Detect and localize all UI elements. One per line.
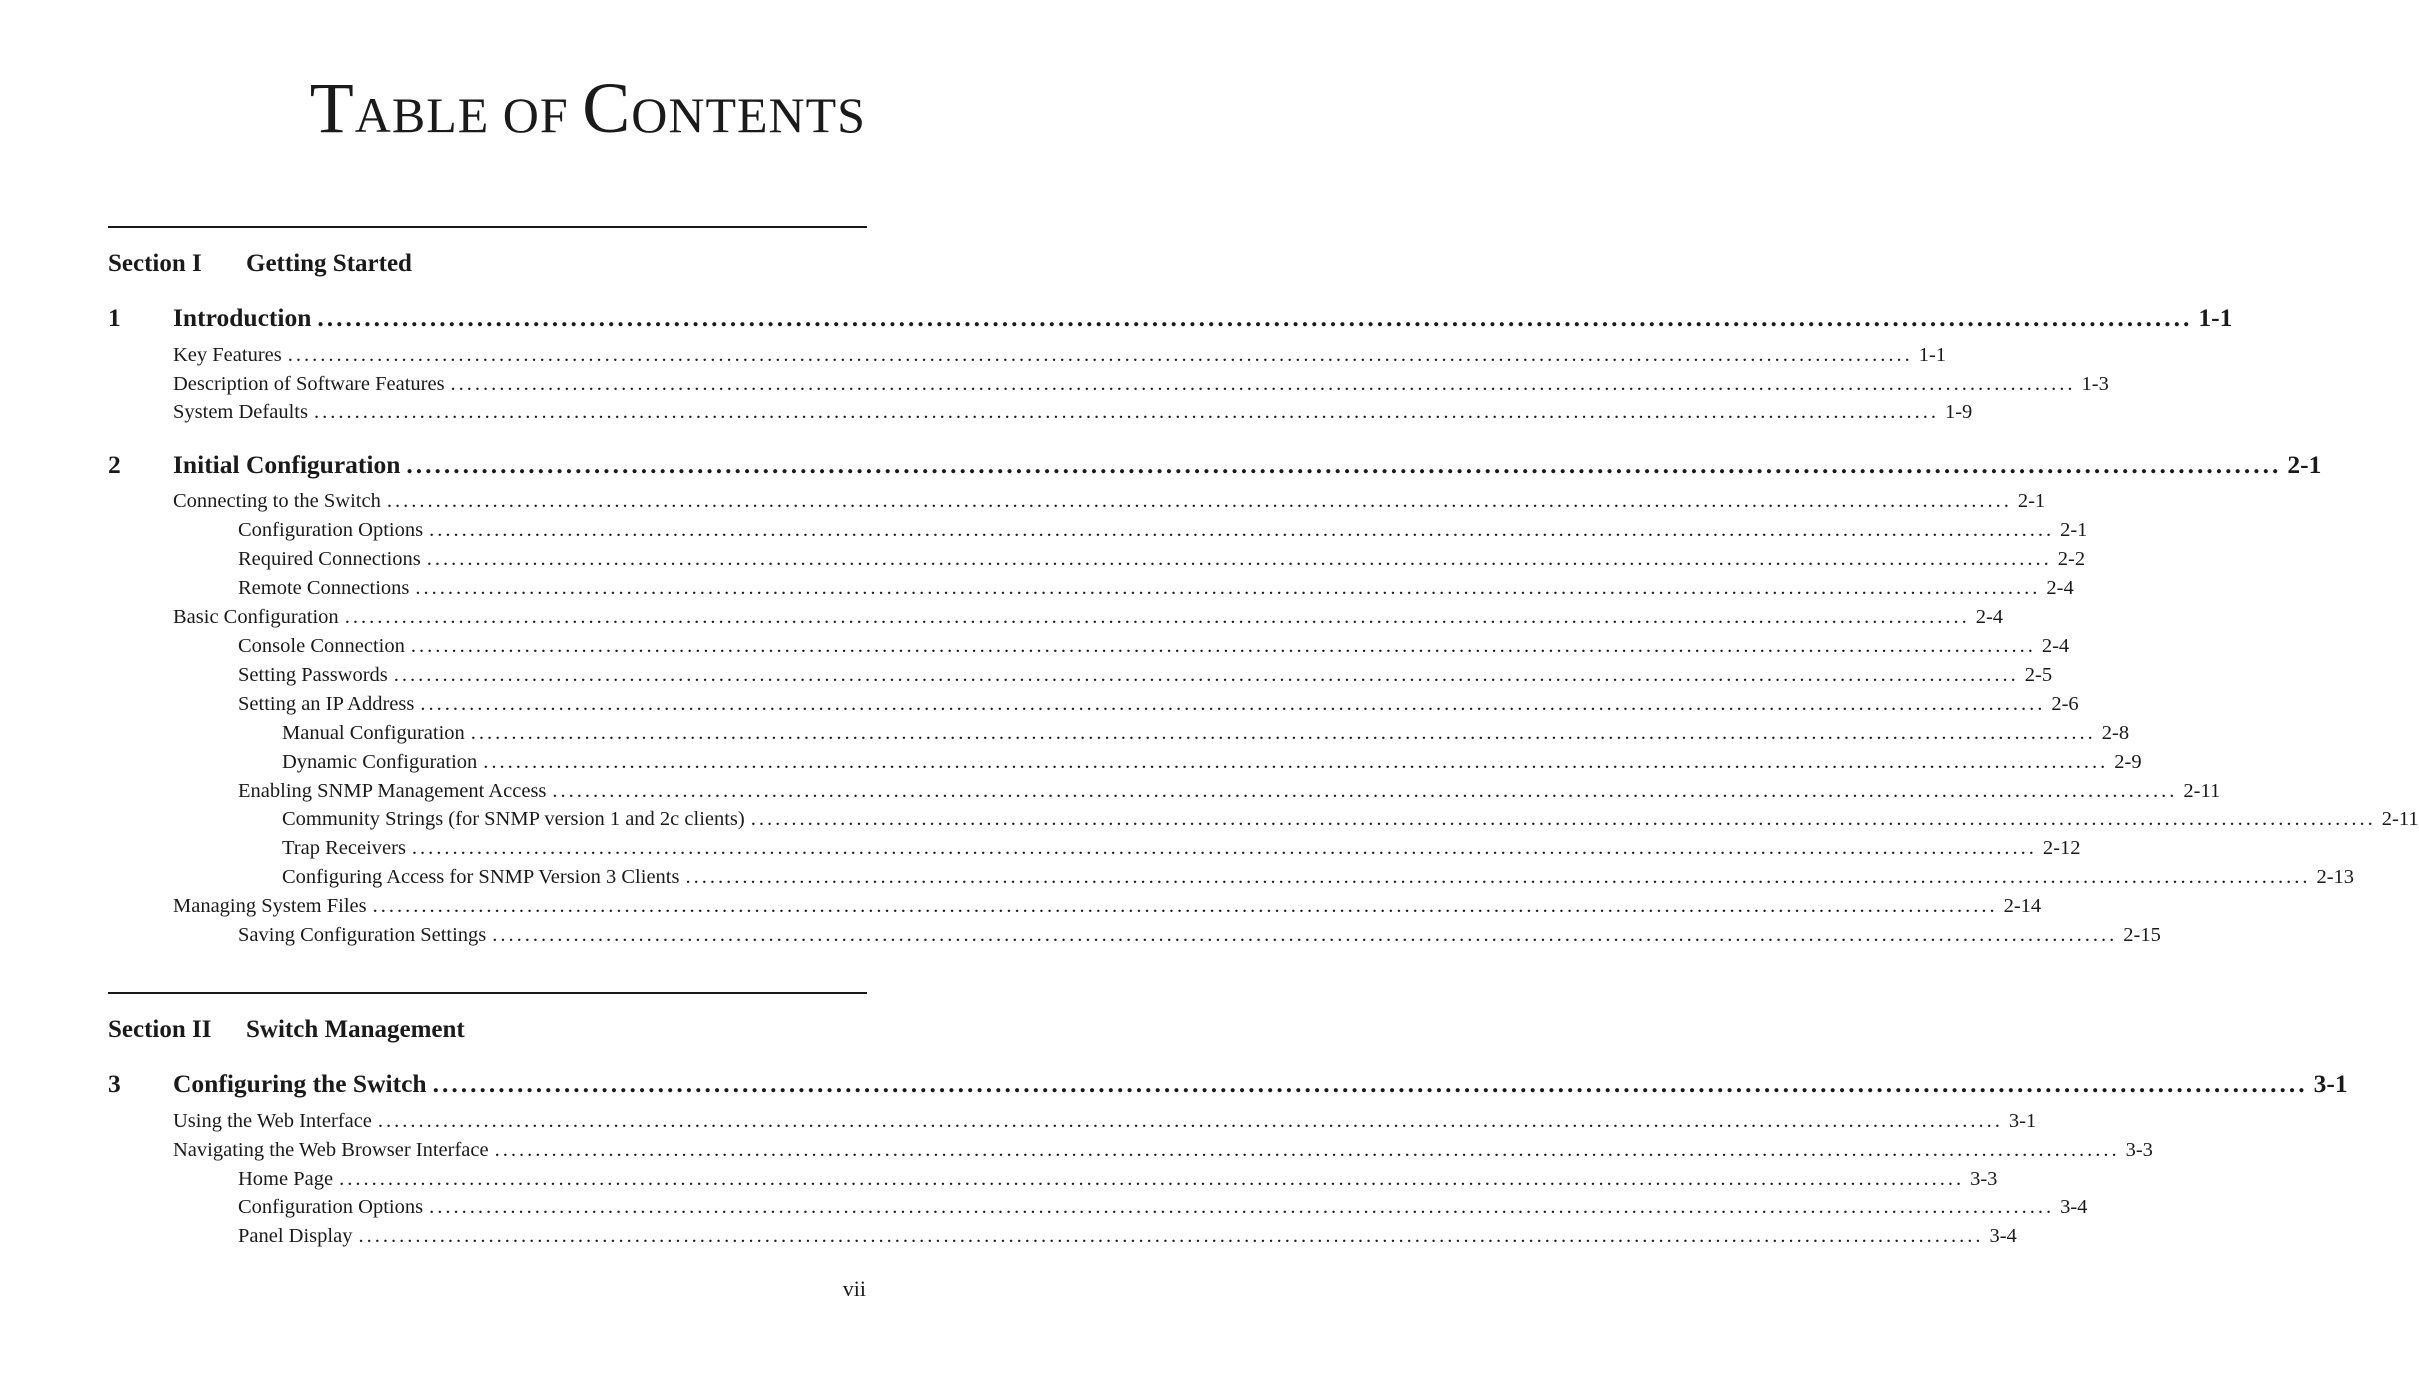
page-ref: 3-3 — [2125, 1139, 2153, 1161]
dot-leader: ........................................................................................................................................................................................................ — [339, 1168, 1965, 1190]
toc-entry[interactable] — [173, 892, 2042, 921]
toc-chapter[interactable] — [108, 301, 2233, 335]
entry-title: Remote Connections — [238, 577, 410, 599]
entry-title: Dynamic Configuration — [282, 751, 478, 773]
toc-chapter[interactable] — [108, 448, 2322, 482]
dot-leader: ........................................................................................................................................................................................................ — [429, 1196, 2055, 1218]
toc-entry[interactable] — [238, 690, 2079, 719]
dot-leader: ........................................................................................................................................................................................................ — [429, 519, 2055, 541]
page-ref: 2-15 — [2123, 924, 2161, 946]
dot-leader: ........................................................................................................................................................................................................ — [287, 344, 1913, 366]
dot-leader: ........................................................................................................................................................................................................ — [410, 635, 2036, 657]
dot-leader: ........................................................................................................................................................................................................ — [426, 548, 2052, 570]
entry-title: System Defaults — [173, 401, 308, 423]
toc-entry[interactable] — [238, 545, 2086, 574]
section-label: Section II — [108, 1016, 212, 1043]
page-ref: 3-1 — [2313, 1069, 2348, 1098]
chapter-number: 3 — [108, 1069, 121, 1098]
entry-title: Navigating the Web Browser Interface — [173, 1139, 489, 1161]
page-ref: 2-8 — [2101, 722, 2130, 744]
toc-entry[interactable] — [282, 719, 2130, 748]
dot-leader: ........................................................................................................................................................................................................ — [317, 303, 2193, 332]
page-ref: 2-11 — [2381, 808, 2419, 830]
entry-title: Configuration Options — [238, 1196, 424, 1218]
section-label: Section I — [108, 250, 202, 277]
chapter-title: Introduction — [173, 303, 312, 332]
toc-entry[interactable] — [173, 603, 2004, 632]
dot-leader: ........................................................................................................................................................................................................ — [313, 401, 1939, 423]
toc-entry[interactable] — [238, 777, 2221, 806]
section-heading — [108, 1015, 465, 1045]
entry-title: Using the Web Interface — [173, 1110, 372, 1132]
toc-entry[interactable] — [282, 748, 2142, 777]
page-ref: 2-4 — [2041, 635, 2070, 657]
chapter-number: 1 — [108, 303, 121, 332]
page-ref: 2-1 — [2017, 490, 2046, 512]
entry-title: Setting Passwords — [238, 664, 388, 686]
toc-entry[interactable] — [173, 370, 2109, 399]
page-ref: 2-13 — [2316, 866, 2355, 888]
dot-leader: ........................................................................................................................................................................................................ — [415, 577, 2041, 599]
entry-title: Key Features — [173, 344, 282, 366]
page-ref: 2-9 — [2114, 751, 2142, 773]
toc-entry[interactable] — [238, 921, 2161, 950]
dot-leader: ........................................................................................................................................................................................................ — [750, 808, 2376, 830]
entry-title: Basic Configuration — [173, 606, 339, 628]
entry-title: Manual Configuration — [282, 722, 465, 744]
chapter-title: Configuring the Switch — [173, 1069, 427, 1098]
section-divider — [108, 226, 867, 228]
dot-leader: ........................................................................................................................................................................................................ — [358, 1225, 1984, 1247]
page-ref: 2-4 — [2046, 577, 2074, 599]
toc-entry[interactable] — [238, 516, 2088, 545]
page-ref: 2-4 — [1975, 606, 2004, 628]
toc-entry[interactable] — [173, 1136, 2153, 1165]
entry-title: Trap Receivers — [282, 837, 406, 859]
entry-title: Console Connection — [238, 635, 405, 657]
dot-leader: ........................................................................................................................................................................................................ — [411, 837, 2037, 859]
section-divider — [108, 992, 867, 994]
dot-leader: ........................................................................................................................................................................................................ — [494, 1139, 2120, 1161]
toc-entry[interactable] — [238, 574, 2074, 603]
dot-leader: ........................................................................................................................................................................................................ — [552, 780, 2178, 802]
toc-entry[interactable] — [282, 834, 2081, 863]
entry-title: Configuration Options — [238, 519, 424, 541]
entry-title: Connecting to the Switch — [173, 490, 381, 512]
toc-entry[interactable] — [282, 863, 2355, 892]
page-title: TABLE OF CONTENTS — [309, 68, 866, 148]
section-heading — [108, 249, 412, 279]
page-ref: 2-14 — [2003, 895, 2042, 917]
dot-leader: ........................................................................................................................................................................................................ — [432, 1069, 2308, 1098]
dot-leader: ........................................................................................................................................................................................................ — [685, 866, 2311, 888]
page-ref: 2-12 — [2042, 837, 2081, 859]
dot-leader: ........................................................................................................................................................................................................ — [450, 373, 2076, 395]
entry-title: Enabling SNMP Management Access — [238, 780, 547, 802]
page-ref: 3-1 — [2008, 1110, 2037, 1132]
dot-leader: ........................................................................................................................................................................................................ — [386, 490, 2012, 512]
dot-leader: ........................................................................................................................................................................................................ — [483, 751, 2109, 773]
toc-entry[interactable] — [173, 341, 1947, 370]
entry-title: Saving Configuration Settings — [238, 924, 487, 946]
toc-entry[interactable] — [238, 661, 2053, 690]
entry-title: Managing System Files — [173, 895, 367, 917]
chapter-number: 2 — [108, 450, 121, 479]
dot-leader: ........................................................................................................................................................................................................ — [393, 664, 2019, 686]
toc-entry[interactable] — [173, 398, 1973, 427]
toc-entry[interactable] — [238, 1222, 2017, 1251]
toc-entry[interactable] — [238, 1165, 1998, 1194]
page-ref: 2-2 — [2057, 548, 2086, 570]
section-name: Switch Management — [246, 1016, 465, 1043]
entry-title: Community Strings (for SNMP version 1 and 2c clients) — [282, 808, 745, 830]
page-ref: 2-1 — [2060, 519, 2088, 541]
dot-leader: ........................................................................................................................................................................................................ — [420, 693, 2046, 715]
page-ref: 2-11 — [2183, 780, 2221, 802]
toc-entry[interactable] — [238, 632, 2070, 661]
toc-entry[interactable] — [173, 487, 2046, 516]
entry-title: Panel Display — [238, 1225, 353, 1247]
dot-leader: ........................................................................................................................................................................................................ — [377, 1110, 2003, 1132]
entry-title: Configuring Access for SNMP Version 3 Clients — [282, 866, 680, 888]
dot-leader: ........................................................................................................................................................................................................ — [344, 606, 1970, 628]
dot-leader: ........................................................................................................................................................................................................ — [470, 722, 2096, 744]
page-ref: 2-1 — [2287, 450, 2322, 479]
toc-entry[interactable] — [282, 805, 2419, 834]
page-ref: 1-1 — [2198, 303, 2233, 332]
entry-title: Required Connections — [238, 548, 421, 570]
page-ref: 3-3 — [1970, 1168, 1998, 1190]
toc-chapter[interactable] — [108, 1067, 2348, 1101]
section-name: Getting Started — [246, 250, 412, 277]
page-ref: 1-1 — [1918, 344, 1947, 366]
dot-leader: ........................................................................................................................................................................................................ — [492, 924, 2118, 946]
page-number: vii — [842, 1276, 866, 1301]
page-ref: 1-3 — [2081, 373, 2109, 395]
dot-leader: ........................................................................................................................................................................................................ — [372, 895, 1998, 917]
page-ref: 2-6 — [2051, 693, 2079, 715]
chapter-title: Initial Configuration — [173, 450, 401, 479]
entry-title: Setting an IP Address — [238, 693, 415, 715]
page-ref: 2-5 — [2024, 664, 2053, 686]
dot-leader: ........................................................................................................................................................................................................ — [406, 450, 2282, 479]
page-ref: 1-9 — [1944, 401, 1973, 423]
toc-entry[interactable] — [173, 1107, 2037, 1136]
entry-title: Description of Software Features — [173, 373, 445, 395]
page-ref: 3-4 — [2060, 1196, 2088, 1218]
entry-title: Home Page — [238, 1168, 334, 1190]
toc-entry[interactable] — [238, 1193, 2088, 1222]
page-ref: 3-4 — [1989, 1225, 2017, 1247]
